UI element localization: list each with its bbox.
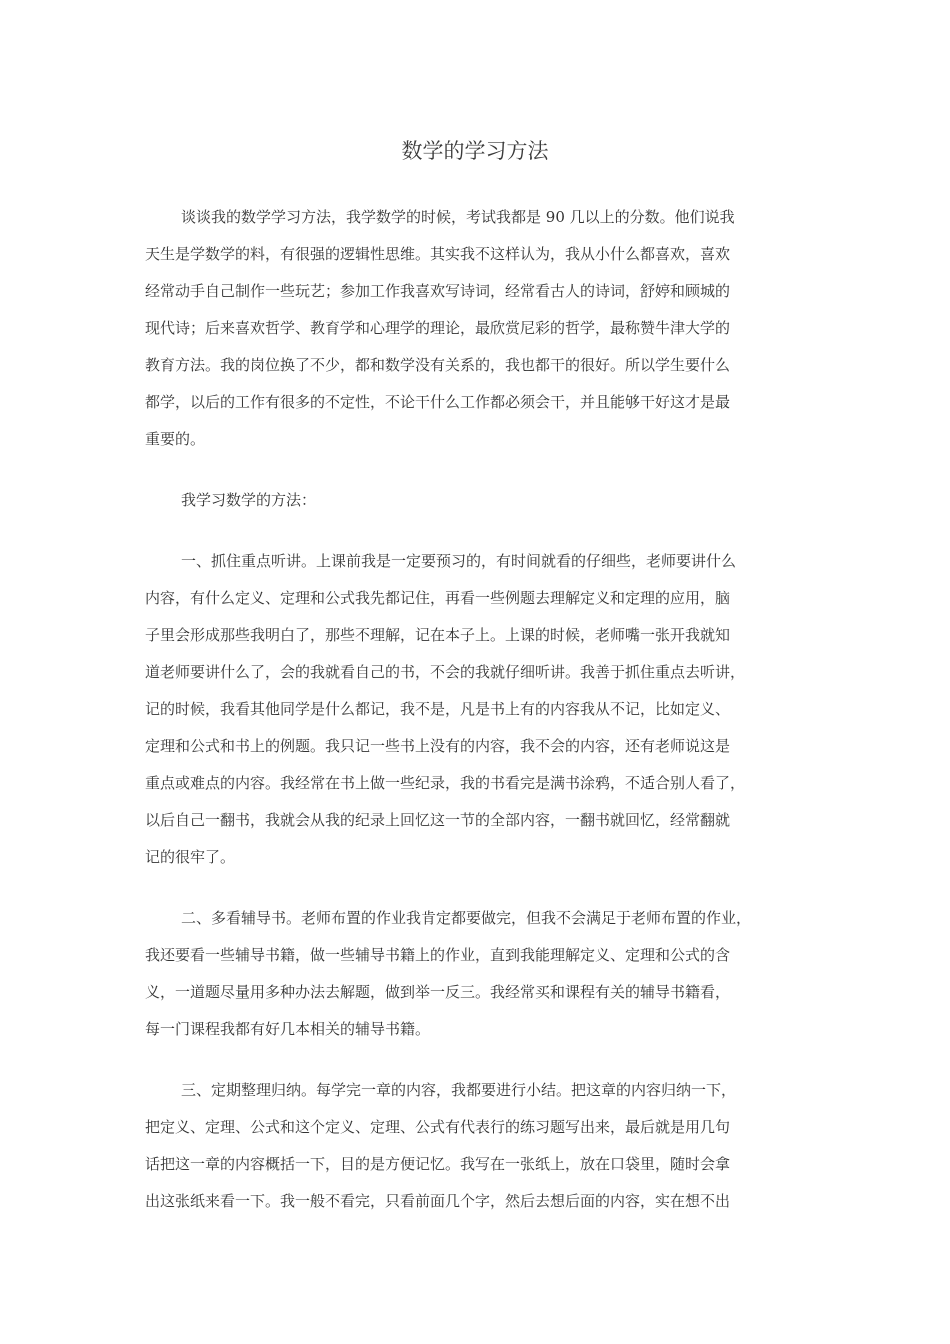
text-line: 都学，以后的工作有很多的不定性，不论干什么工作都必须会干，并且能够干好这才是最	[145, 393, 731, 411]
text-line: 子里会形成那些我明白了，那些不理解，记在本子上。上课的时候，老师嘴一张开我就知	[145, 626, 731, 644]
text-line: 我学习数学的方法：	[181, 491, 317, 509]
paragraph-gap	[145, 458, 807, 482]
document-body	[145, 199, 807, 1220]
text-line: 义，一道题尽量用多种办法去解题，做到举一反三。我经常买和课程有关的辅导书籍看，	[145, 983, 731, 1001]
text-line: 现代诗；后来喜欢哲学、教育学和心理学的理论，最欣赏尼彩的哲学，最称赞牛津大学的	[145, 319, 731, 337]
text-line: 出这张纸来看一下。我一般不看完，只看前面几个字，然后去想后面的内容，实在想不出	[145, 1192, 731, 1210]
text-line: 内容，有什么定义、定理和公式我先都记住，再看一些例题去理解定义和定理的应用，脑	[145, 589, 731, 607]
text-line: 谈谈我的数学学习方法，我学数学的时候，考试我都是 90 几以上的分数。他们说我	[181, 208, 735, 226]
paragraph-method-3	[145, 1072, 807, 1220]
paragraph-gap	[145, 1048, 807, 1072]
paragraph-methods-heading	[145, 482, 807, 519]
text-line: 教育方法。我的岗位换了不少，都和数学没有关系的，我也都干的很好。所以学生要什么	[145, 356, 731, 374]
text-line: 记的很牢了。	[145, 848, 236, 866]
paragraph-gap	[145, 876, 807, 900]
text-line: 把定义、定理、公式和这个定义、定理、公式有代表行的练习题写出来，最后就是用几句	[145, 1118, 731, 1136]
text-line: 三、定期整理归纳。每学完一章的内容，我都要进行小结。把这章的内容归纳一下，	[181, 1081, 737, 1099]
text-line: 以后自己一翻书，我就会从我的纪录上回忆这一节的全部内容，一翻书就回忆，经常翻就	[145, 811, 731, 829]
text-line: 定理和公式和书上的例题。我只记一些书上没有的内容，我不会的内容，还有老师说这是	[145, 737, 731, 755]
text-line: 道老师要讲什么了，会的我就看自己的书，不会的我就仔细听讲。我善于抓住重点去听讲，	[145, 663, 746, 681]
text-line: 天生是学数学的料，有很强的逻辑性思维。其实我不这样认为，我从小什么都喜欢，喜欢	[145, 245, 731, 263]
text-line: 话把这一章的内容概括一下，目的是方便记忆。我写在一张纸上，放在口袋里，随时会拿	[145, 1155, 731, 1173]
paragraph-method-2	[145, 900, 807, 1048]
text-line: 二、多看辅导书。老师布置的作业我肯定都要做完，但我不会满足于老师布置的作业，	[181, 909, 752, 927]
text-line: 重要的。	[145, 430, 206, 448]
text-line: 重点或难点的内容。我经常在书上做一些纪录，我的书看完是满书涂鸦，不适合别人看了，	[145, 774, 746, 792]
text-line: 经常动手自己制作一些玩艺；参加工作我喜欢写诗词，经常看古人的诗词，舒婷和顾城的	[145, 282, 731, 300]
paragraph-intro	[145, 199, 807, 458]
text-line: 记的时候，我看其他同学是什么都记，我不是，凡是书上有的内容我从不记，比如定义、	[145, 700, 731, 718]
text-line: 每一门课程我都有好几本相关的辅导书籍。	[145, 1020, 431, 1038]
paragraph-method-1	[145, 543, 807, 876]
text-line: 一、抓住重点听讲。上课前我是一定要预习的，有时间就看的仔细些，老师要讲什么	[181, 552, 737, 570]
text-line: 我还要看一些辅导书籍，做一些辅导书籍上的作业，直到我能理解定义、定理和公式的含	[145, 946, 731, 964]
document-title: 数学的学习方法	[401, 139, 549, 163]
paragraph-gap	[145, 519, 807, 543]
